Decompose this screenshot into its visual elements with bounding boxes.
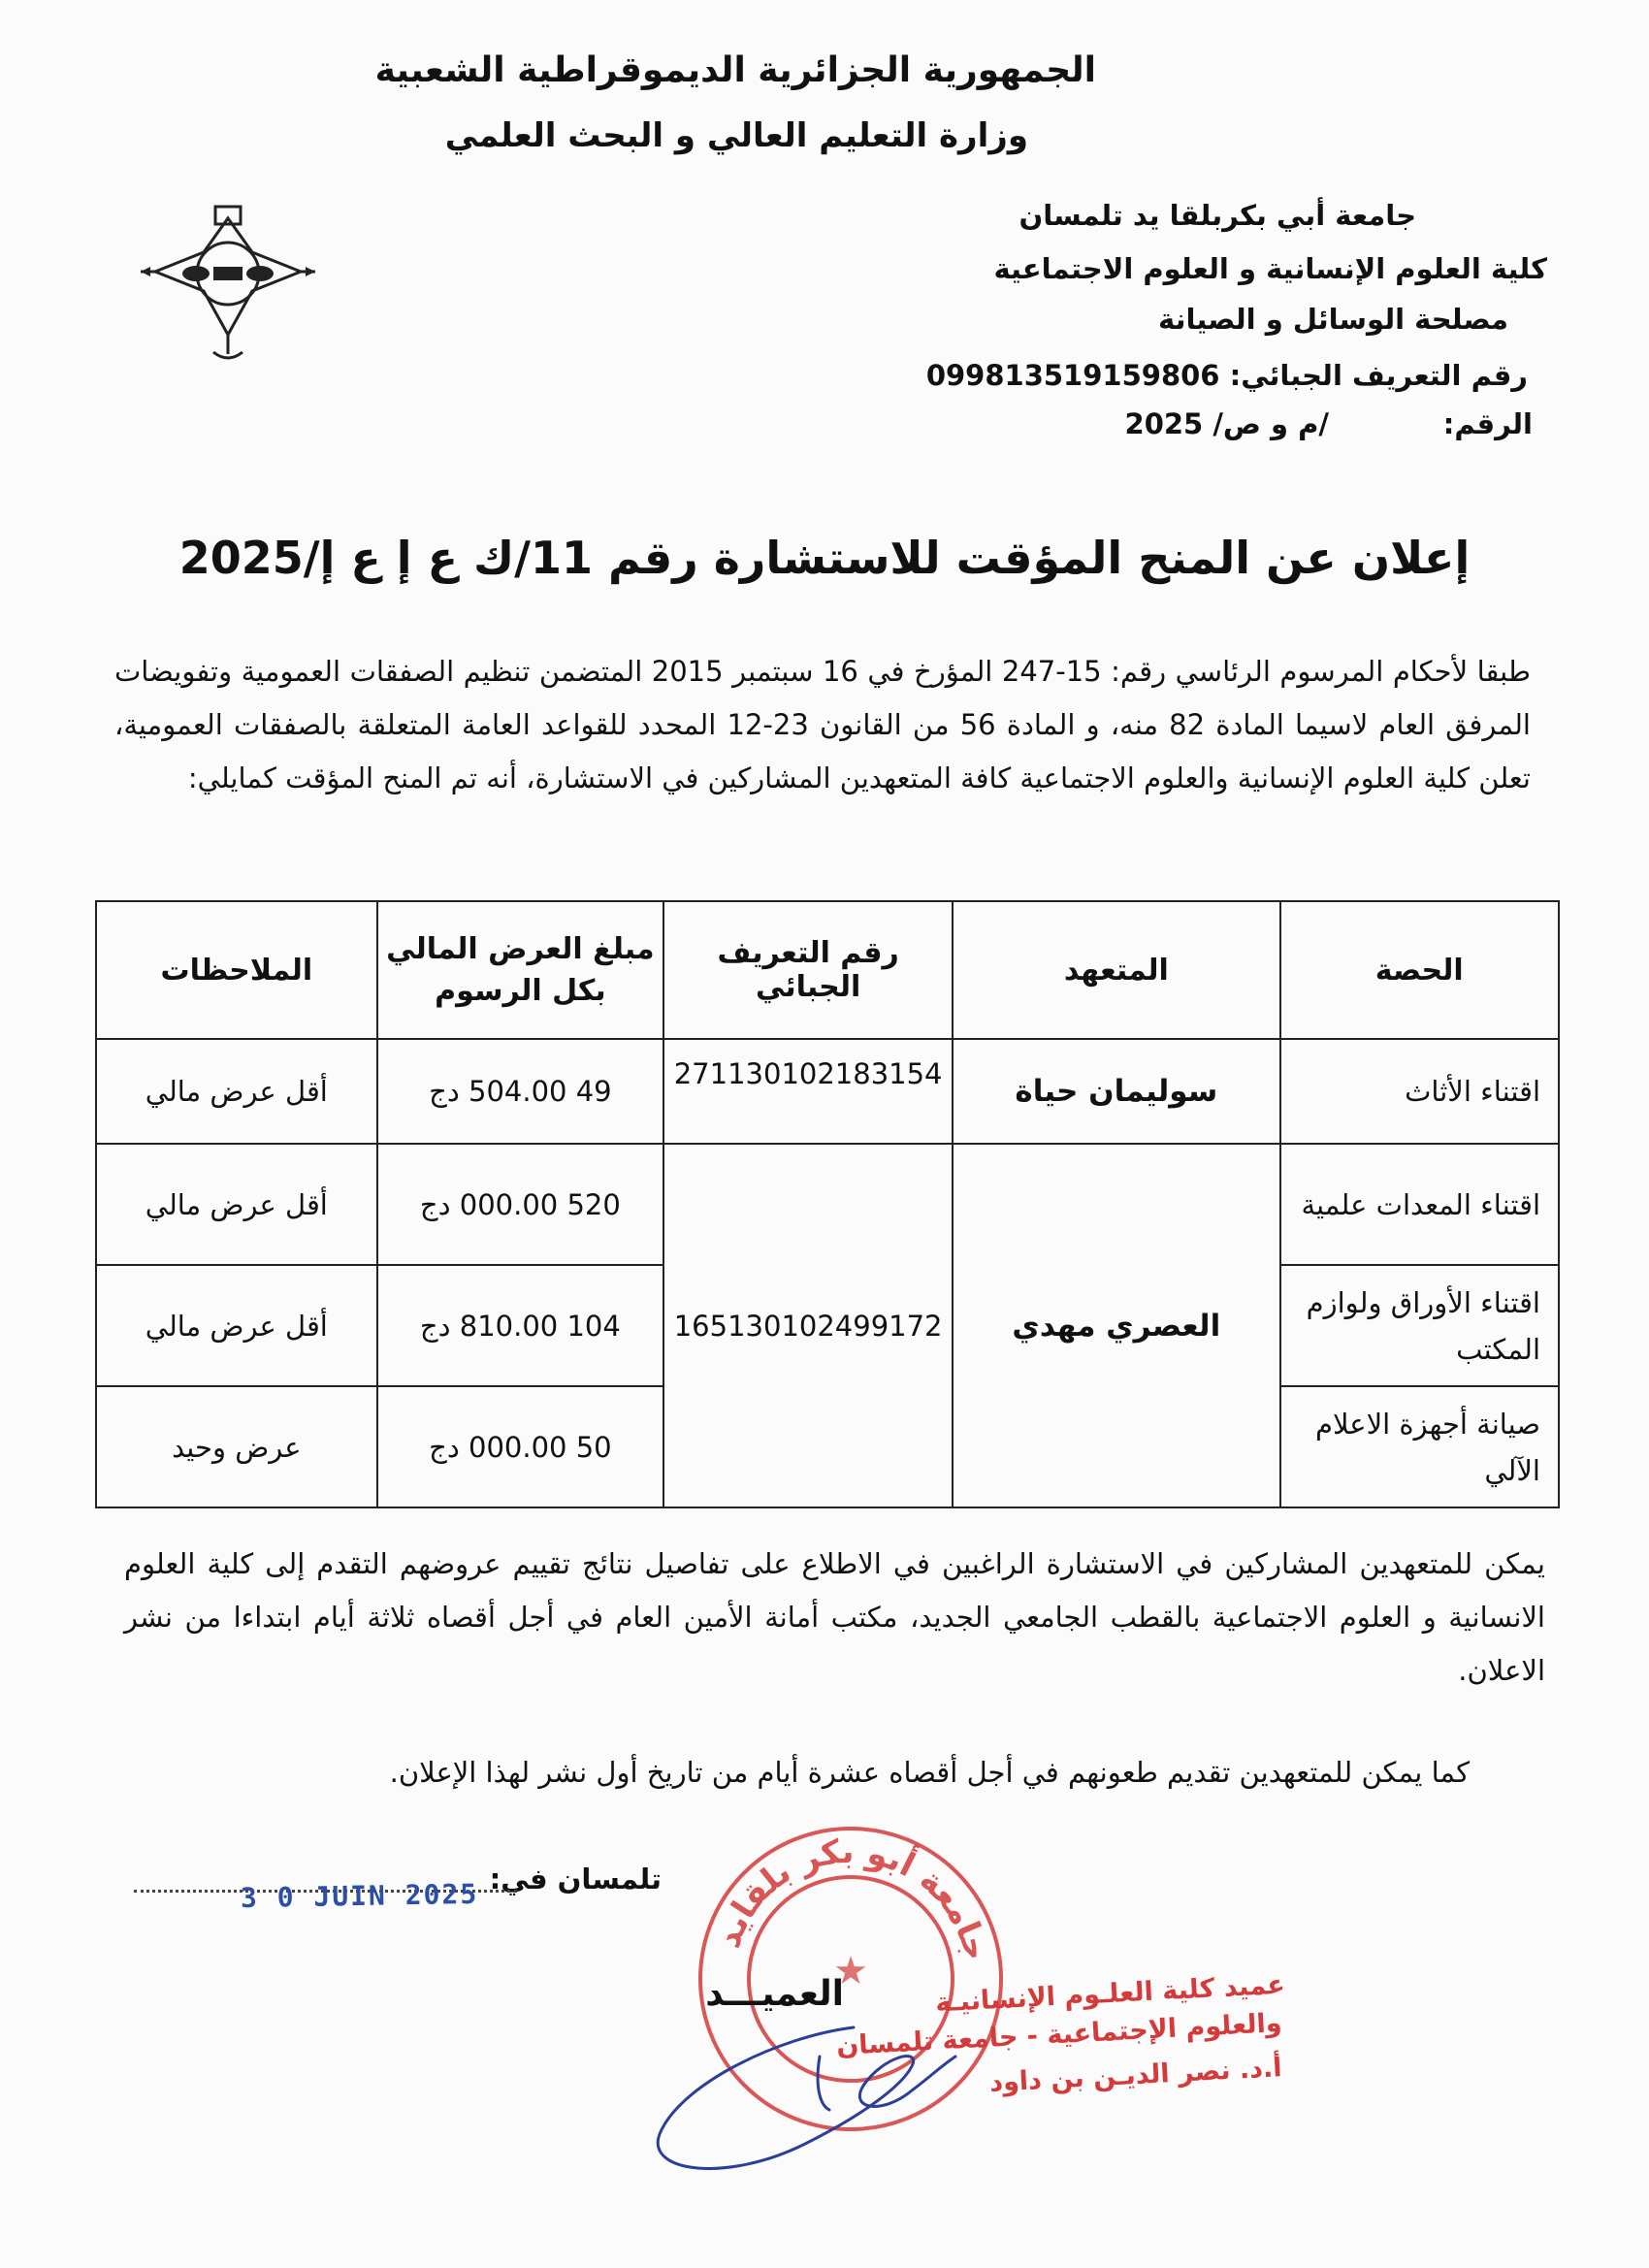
dean-stamp-line1: عميد كلية العلـوم الإنسانيـة xyxy=(934,1969,1286,2019)
dean-stamp-name: أ.د. نصر الديـن بن داود xyxy=(988,2053,1283,2098)
lot-cell: صيانة أجهزة الاعلام الآلي xyxy=(1280,1386,1559,1507)
lot-cell: اقتناء الأثاث xyxy=(1280,1039,1559,1144)
award-table xyxy=(95,900,1560,1508)
tax-id-line: رقم التعريف الجبائي: 099813519159806 xyxy=(925,359,1528,392)
tax-id-cell: 271130102183154 xyxy=(663,1039,953,1144)
seal-text: جامعة أبو بكر بلقايد xyxy=(709,1831,996,1965)
amount-cell: 520 000.00 دج xyxy=(377,1144,663,1265)
ministry-name: وزارة التعليم العالي و البحث العلمي xyxy=(444,116,1028,155)
place-date-label: تلمسان في: xyxy=(489,1863,662,1895)
note-cell: أقل عرض مالي xyxy=(96,1039,377,1144)
header-tax-id: رقم التعريف الجبائي xyxy=(663,901,953,1039)
header-amount xyxy=(377,901,663,1039)
table-row xyxy=(96,1144,1559,1265)
svg-text:★: ★ xyxy=(833,1949,868,1993)
announcement-title: إعلان عن المنح المؤقت للاستشارة رقم 11/ك ع إ ع إ/2025 xyxy=(178,532,1471,584)
header-lot: الحصة xyxy=(1280,901,1559,1039)
bidder-cell: العصري مهدي xyxy=(953,1144,1279,1507)
country-name: الجمهورية الجزائرية الديموقراطية الشعبية xyxy=(374,50,1096,90)
date-stamp: 3 0 JUIN 2025 xyxy=(240,1877,479,1915)
amount-cell: 104 810.00 دج xyxy=(377,1265,663,1386)
tax-id-cell: 165130102499172 xyxy=(663,1144,953,1507)
appeals-paragraph: كما يمكن للمتعهدين تقديم طعونهم في أجل أقصاه عشرة أيام من تاريخ أول نشر لهذا الإعلان. xyxy=(389,1756,1470,1789)
note-cell: أقل عرض مالي xyxy=(96,1265,377,1386)
header-bidder: المتعهد xyxy=(953,901,1279,1039)
lot-cell: اقتناء الأوراق ولوازم المكتب xyxy=(1280,1265,1559,1386)
bidder-cell: سوليمان حياة xyxy=(953,1039,1279,1144)
handwritten-signature xyxy=(621,1998,989,2192)
service-name: مصلحة الوسائل و الصيانة xyxy=(1158,303,1508,336)
table-header-row xyxy=(96,901,1559,1039)
faculty-name: كلية العلوم الإنسانية و العلوم الاجتماعية xyxy=(993,252,1547,285)
reference-value: /م و ص/ 2025 xyxy=(1124,407,1329,440)
reference-label: الرقم: xyxy=(1442,407,1533,440)
university-logo xyxy=(136,199,320,364)
note-cell: عرض وحيد xyxy=(96,1386,377,1507)
results-consultation-paragraph: يمكن للمتعهدين المشاركين في الاستشارة الراغبين في الاطلاع على تفاصيل نتائج تقييم عروضهم التقدم إلى كلية العلوم الانسانية و العلوم الاجتماعية بالقطب الجامعي الجديد، مكتب أمانة الأمين العام في أجل أقصاه ثلاثة أيام ابتداءا من نشر الاعلان. xyxy=(124,1547,1545,1687)
university-name: جامعة أبي بكربلقا يد تلمسان xyxy=(1018,199,1416,232)
svg-text:جامعة أبو بكر بلقايد xyxy=(709,1832,995,1964)
amount-cell: 50 000.00 دج xyxy=(377,1386,663,1507)
dean-stamp-line2: والعلوم الإجتماعية - جامعة تلمسان xyxy=(835,2007,1283,2062)
header-notes: الملاحظات xyxy=(96,901,377,1039)
dean-title: العميـــد xyxy=(705,1974,844,2014)
amount-cell: 49 504.00 دج xyxy=(377,1039,663,1144)
header-amount-line1: مبلغ العرض المالي xyxy=(386,932,655,966)
table-row xyxy=(96,1039,1559,1144)
header-amount-line2: بكل الرسوم xyxy=(435,974,606,1008)
note-cell: أقل عرض مالي xyxy=(96,1144,377,1265)
intro-paragraph: طبقا لأحكام المرسوم الرئاسي رقم: 15-247 المؤرخ في 16 سبتمبر 2015 المتضمن تنظيم الصفقات العمومية وتفويضات المرفق العام لاسيما المادة 82 منه، و المادة 56 من القانون 23-12 المحدد للقواعد العامة المتعلقة بالصفقات العمومية، تعلن كلية العلوم الإنسانية والعلوم الاجتماعية كافة المتعهدين المشاركين في الاستشارة، أنه تم المنح المؤقت كمايلي: xyxy=(114,655,1531,794)
lot-cell: اقتناء المعدات علمية xyxy=(1280,1144,1559,1265)
